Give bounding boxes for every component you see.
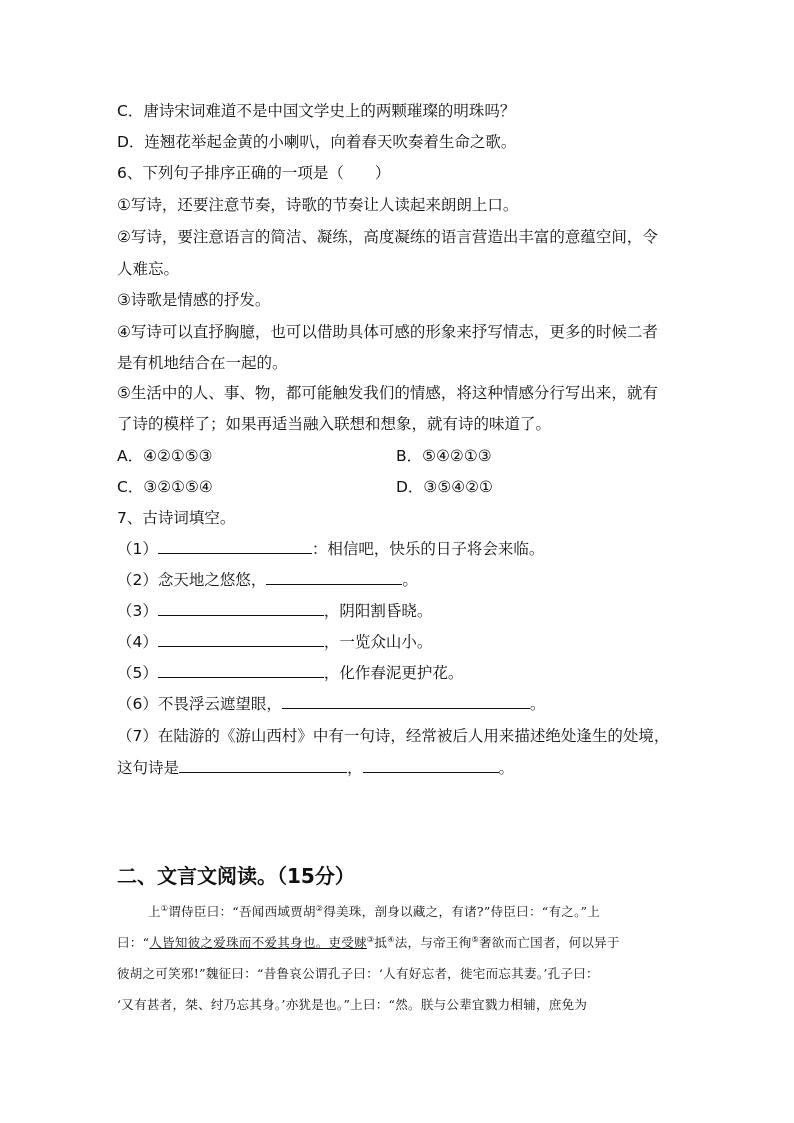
footnote-marker: ③	[366, 935, 375, 944]
classical-text-line-1	[148, 904, 708, 920]
footnote-marker: ①	[160, 904, 169, 913]
text-run: 得美珠，剖身以藏之，有诸?”侍臣曰：“有之。”上	[323, 904, 601, 919]
q5-option-c: C．唐诗宋词难道不是中国文学史上的两颗璀璨的明珠吗？	[117, 102, 516, 120]
q6-sentence-1: ①写诗，还要注意节奏，诗歌的节奏让人读起来朗朗上口。	[117, 196, 519, 214]
item-number: （4）	[117, 633, 158, 651]
item-text: （2）念天地之悠悠，	[117, 571, 267, 589]
item-text: ，阴阳割昏晓。	[323, 602, 433, 620]
item-number: （5）	[117, 664, 158, 682]
q6-option-a: A．④②①⑤③	[117, 447, 213, 465]
item-text: ，一览众山小。	[323, 633, 433, 651]
item-text: （6）不畏浮云遮望眼，	[117, 695, 282, 713]
item-number: （3）	[117, 602, 158, 620]
text-run: 谓侍臣曰：“吾闻西域贾胡	[168, 904, 316, 919]
q5-option-d: D．连翘花举起金黄的小喇叭，向着春天吹奏着生命之歌。	[117, 133, 517, 151]
item-text: 。	[498, 759, 515, 777]
fill-blank[interactable]	[158, 663, 324, 678]
q6-sentence-4-cont: 是有机地结合在一起的。	[117, 354, 288, 372]
q7-item-4	[117, 632, 432, 652]
text-run: 上	[148, 904, 161, 919]
item-text: 这句诗是	[117, 759, 180, 777]
text-run: 法，与帝王徇	[394, 935, 472, 950]
footnote-marker: ②	[315, 904, 324, 913]
fill-blank[interactable]	[158, 632, 324, 647]
text-run: 曰：“	[117, 935, 150, 950]
item-text: 。	[402, 571, 418, 589]
q6-sentence-2-cont: 人难忘。	[117, 260, 180, 278]
footnote-marker: ④	[387, 935, 395, 944]
item-number: （1）	[117, 540, 158, 558]
q7-item-2	[117, 570, 418, 590]
q7-stem: 7、古诗词填空。	[117, 509, 236, 527]
item-text: ，化作春泥更护花。	[323, 664, 464, 682]
q6-sentence-5-cont: 了诗的模样了；如果再适当融入联想和想象，就有诗的味道了。	[117, 415, 552, 433]
fill-blank[interactable]	[282, 694, 530, 709]
q7-item-6	[117, 694, 545, 714]
item-text: ：相信吧，快乐的日子将会来临。	[311, 540, 545, 558]
item-text: ，	[347, 759, 363, 777]
q6-option-d: D．③⑤④②①	[396, 478, 493, 496]
classical-text-line-4: ‘又有甚者，桀、纣乃忘其身。’亦犹是也。”上曰：“然。朕与公辈宜戮力相辅，庶免为	[117, 997, 588, 1012]
section-heading: 二、文言文阅读。（15分）	[117, 864, 355, 888]
classical-text-line-3: 彼胡之可笑邪!”魏征曰：“昔鲁哀公谓孔子曰：‘人有好忘者，徙宅而忘其妻。’孔子曰：	[117, 966, 599, 981]
q6-option-b: B．⑤④②①③	[396, 447, 492, 465]
q6-stem: 6、下列句子排序正确的一项是（ ）	[117, 164, 391, 182]
fill-blank[interactable]	[158, 601, 324, 616]
q6-sentence-4: ④写诗可以直抒胸臆，也可以借助具体可感的形象来抒写情志，更多的时候二者	[117, 323, 658, 341]
q7-item-3	[117, 601, 432, 621]
classical-text-line-2	[117, 935, 677, 951]
q7-item-7: （7）在陆游的《游山西村》中有一句诗，经常被后人用来描述绝处逢生的处境，	[117, 727, 670, 745]
fill-blank[interactable]	[158, 539, 312, 554]
text-run: 奢欲而亡国者，何以异于	[478, 935, 620, 950]
text-run: 抵	[374, 935, 388, 950]
q7-item-5	[117, 663, 463, 683]
q7-item-7-cont	[117, 758, 514, 778]
fill-blank[interactable]	[266, 570, 402, 585]
fill-blank[interactable]	[179, 758, 347, 773]
item-text: 。	[529, 695, 546, 713]
q6-sentence-5: ⑤生活中的人、事、物，都可能触发我们的情感，将这种情感分行写出来，就有	[117, 384, 658, 402]
q6-option-c: C．③②①⑤④	[117, 478, 213, 496]
q7-item-1	[117, 539, 544, 559]
footnote-marker: ⑤	[471, 935, 479, 944]
q6-sentence-2: ②写诗，要注意语言的简洁、凝练，高度凝练的语言营造出丰富的意蕴空间，令	[117, 228, 658, 246]
underlined-sentence: 人皆知彼之爱珠而不爱其身也。吏受赇	[149, 935, 367, 950]
q6-sentence-3: ③诗歌是情感的抒发。	[117, 291, 271, 309]
fill-blank[interactable]	[363, 758, 499, 773]
